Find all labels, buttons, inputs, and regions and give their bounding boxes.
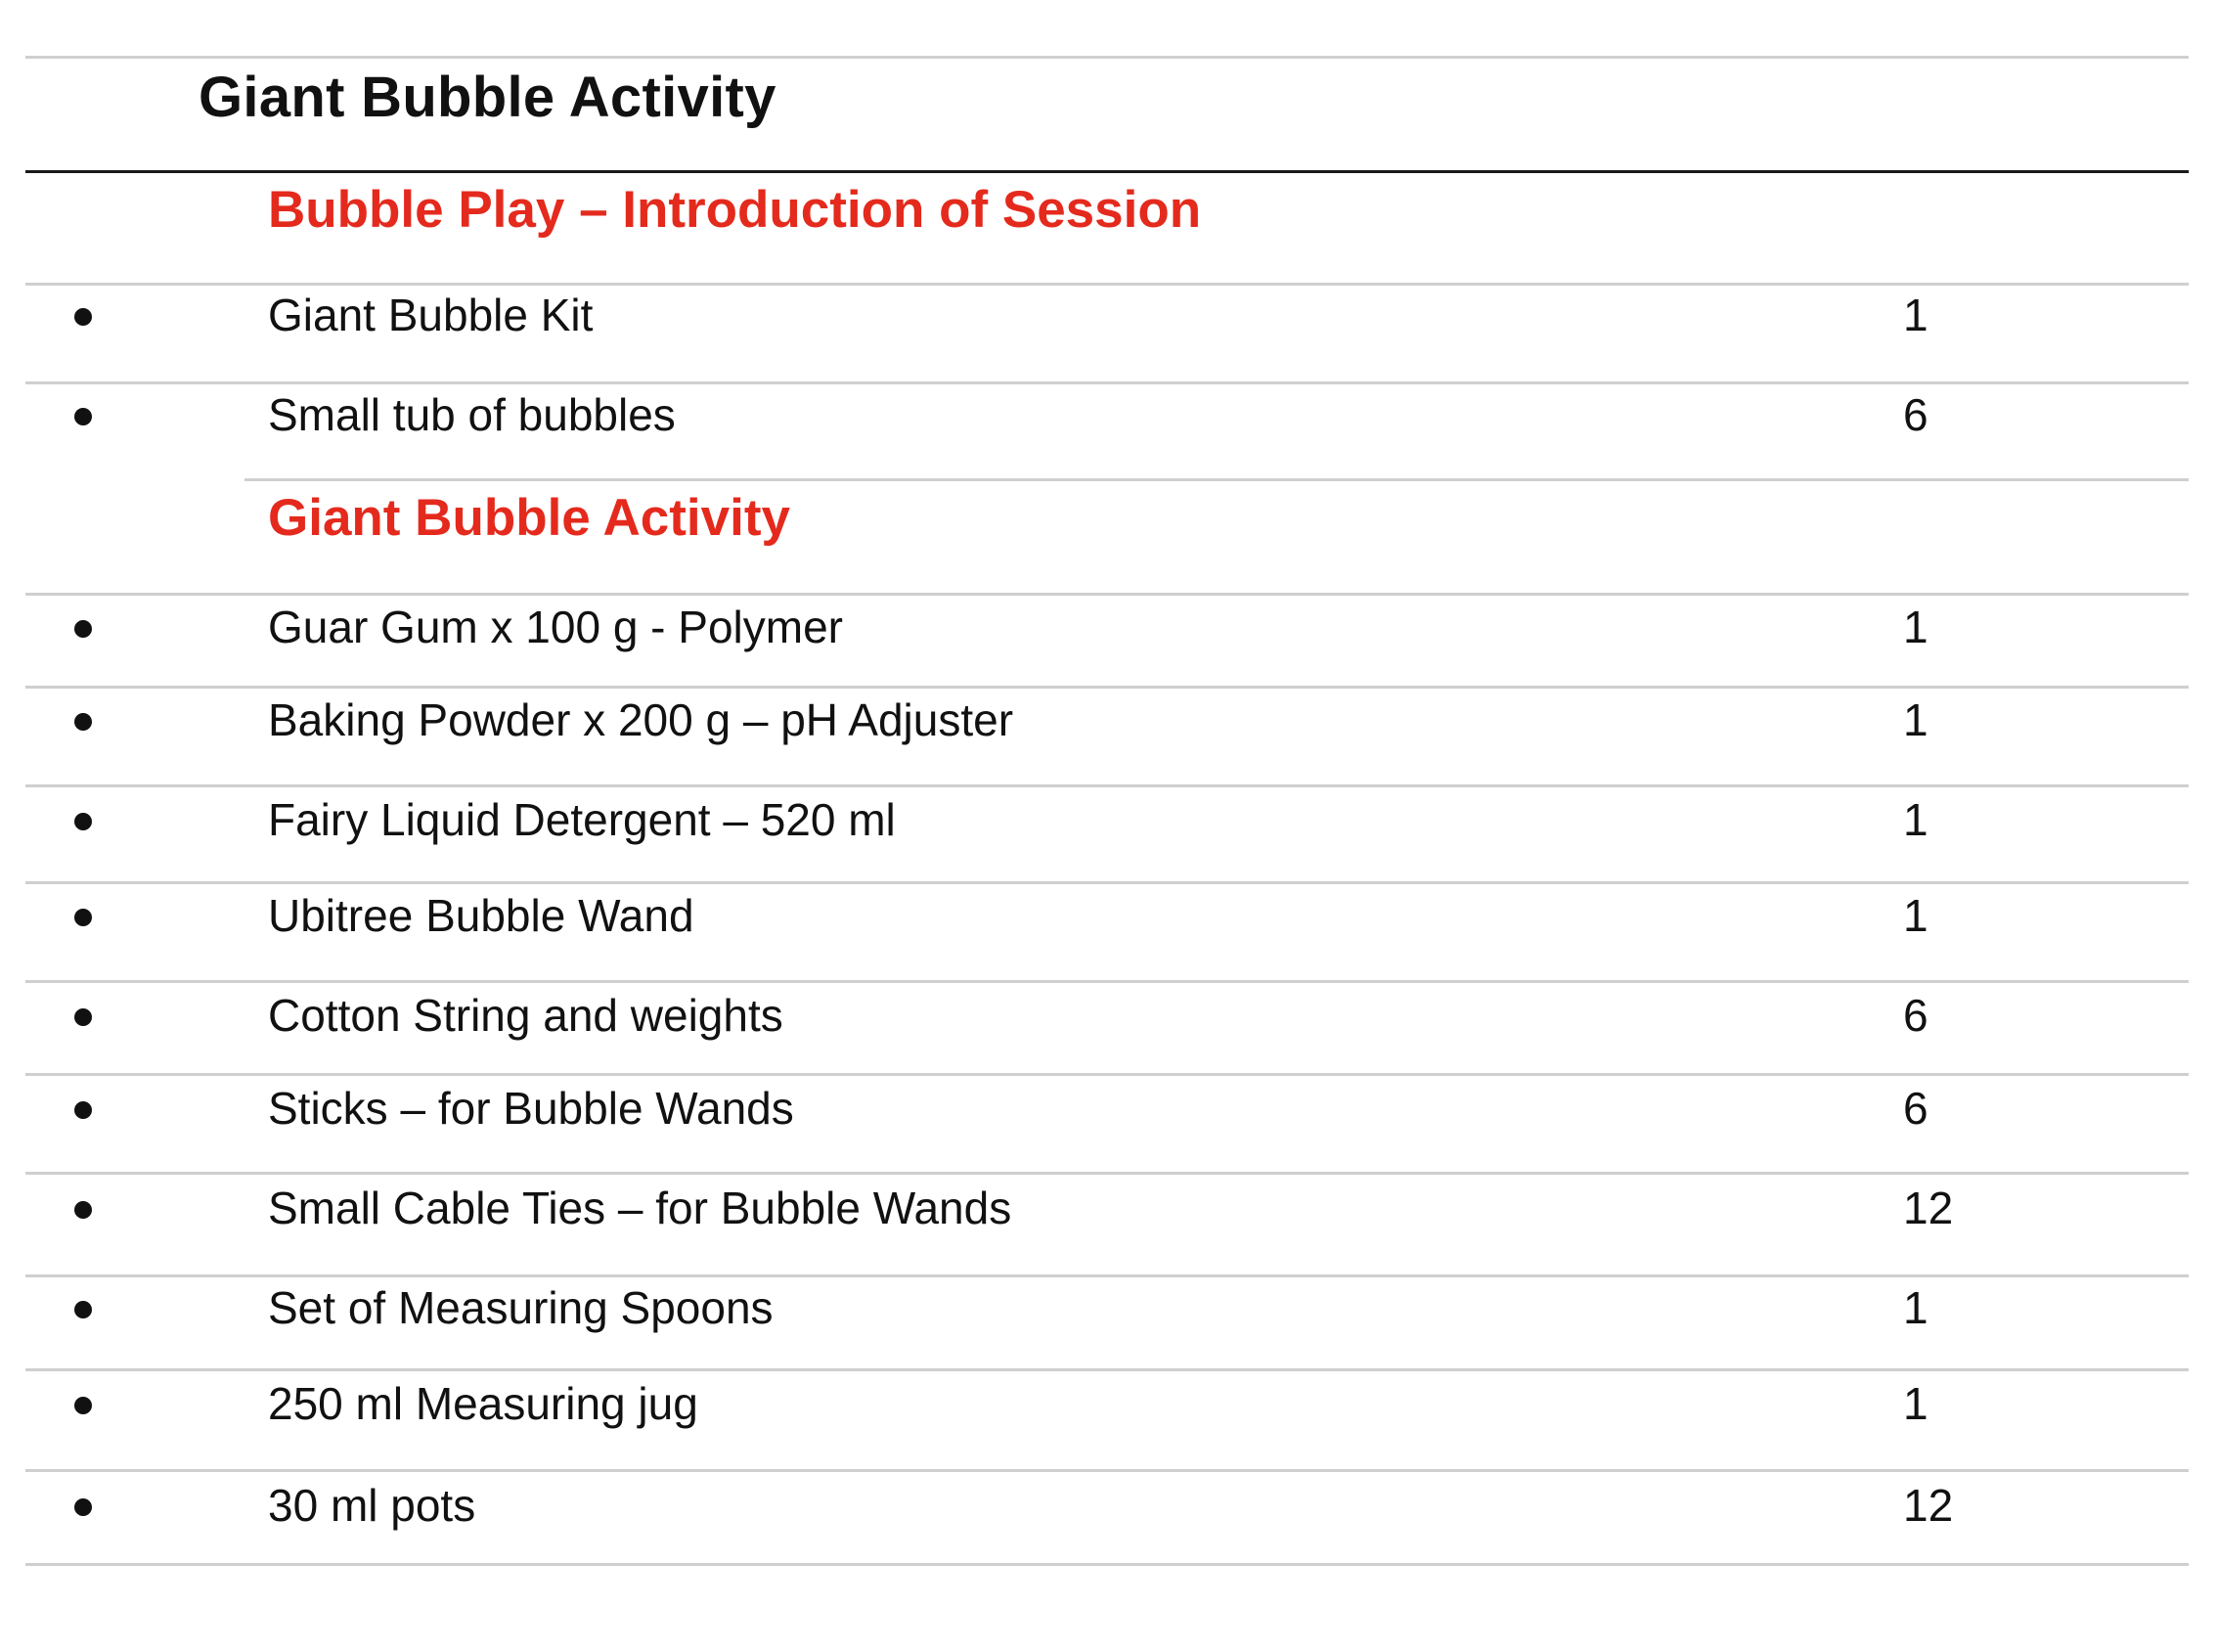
- item-label: 250 ml Measuring jug: [268, 1378, 698, 1429]
- bullet-icon: [74, 408, 92, 425]
- item-quantity: 1: [1903, 694, 1929, 745]
- bottom-rule: [25, 1563, 2189, 1566]
- list-item: [25, 1170, 2189, 1248]
- item-label: Fairy Liquid Detergent – 520 ml: [268, 794, 896, 845]
- item-quantity: 1: [1903, 1282, 1929, 1333]
- bullet-icon: [74, 713, 92, 731]
- item-label: Sticks – for Bubble Wands: [268, 1083, 794, 1134]
- bullet-icon: [74, 909, 92, 926]
- bullet-icon: [74, 1201, 92, 1219]
- bullet-icon: [74, 1498, 92, 1516]
- bullet-icon: [74, 308, 92, 326]
- title-underline: [25, 170, 2189, 173]
- item-quantity: 1: [1903, 290, 1929, 340]
- top-rule: [25, 56, 2189, 59]
- bullet-icon: [74, 620, 92, 638]
- list-item: [25, 1365, 2189, 1444]
- item-quantity: 12: [1903, 1480, 1954, 1531]
- item-label: Small tub of bubbles: [268, 389, 676, 440]
- list-item: [25, 781, 2189, 860]
- item-quantity: 1: [1903, 602, 1929, 652]
- item-label: Baking Powder x 200 g – pH Adjuster: [268, 694, 1014, 745]
- item-label: Small Cable Ties – for Bubble Wands: [268, 1183, 1012, 1233]
- item-quantity: 6: [1903, 389, 1929, 440]
- item-label: Guar Gum x 100 g - Polymer: [268, 602, 843, 652]
- list-item: [25, 877, 2189, 956]
- item-label: 30 ml pots: [268, 1480, 476, 1531]
- section-divider: [244, 478, 2189, 481]
- list-item: [25, 1070, 2189, 1148]
- bullet-icon: [74, 1397, 92, 1414]
- list-item: [25, 1270, 2189, 1348]
- list-item: [25, 377, 2189, 455]
- document-title: Giant Bubble Activity: [199, 66, 776, 129]
- item-label: Cotton String and weights: [268, 990, 783, 1041]
- list-item: [25, 589, 2189, 667]
- bullet-icon: [74, 1101, 92, 1119]
- item-quantity: 6: [1903, 990, 1929, 1041]
- item-quantity: 12: [1903, 1183, 1954, 1233]
- list-item: [25, 977, 2189, 1055]
- item-quantity: 6: [1903, 1083, 1929, 1134]
- list-item: [25, 682, 2189, 760]
- section-heading-bubble-play: Bubble Play – Introduction of Session: [268, 181, 1202, 239]
- bullet-icon: [74, 1008, 92, 1026]
- item-label: Set of Measuring Spoons: [268, 1282, 774, 1333]
- section-heading-giant-bubble-activity: Giant Bubble Activity: [268, 489, 790, 547]
- list-item: [25, 277, 2189, 355]
- item-quantity: 1: [1903, 890, 1929, 941]
- item-label: Ubitree Bubble Wand: [268, 890, 694, 941]
- item-quantity: 1: [1903, 794, 1929, 845]
- list-item: [25, 1467, 2189, 1545]
- item-label: Giant Bubble Kit: [268, 290, 594, 340]
- item-quantity: 1: [1903, 1378, 1929, 1429]
- bullet-icon: [74, 813, 92, 830]
- bullet-icon: [74, 1301, 92, 1318]
